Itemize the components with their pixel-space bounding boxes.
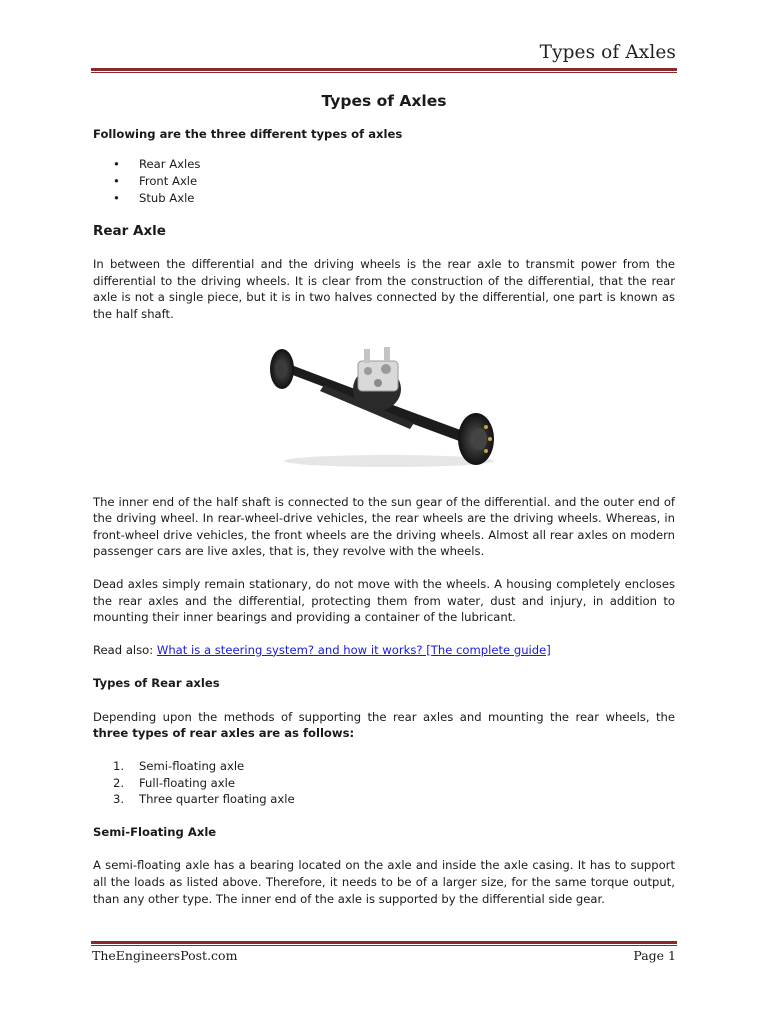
list-number: 1. <box>113 759 125 774</box>
list-number: 2. <box>113 775 125 790</box>
paragraph: The inner end of the half shaft is connected to the sun gear of the differential. and the outer end of the driving wheel. In rear-wheel-drive vehicles, the rear wheels are the driving wheels. Whereas, in front-wheel drive vehicles, the front wheels are the driving wheels. Almost all rear axles on modern passenger cars are live axles, that is, they revolve with the wheels. <box>93 494 675 559</box>
axle-types-list <box>93 156 675 206</box>
list-number: 3. <box>113 792 125 807</box>
paragraph: Dead axles simply remain stationary, do not move with the wheels. A housing completely encloses the rear axles and the differential, protecting them from water, dust and injury, in addition to mounting their inner bearings and providing a container of the lubricant. <box>93 576 675 625</box>
list-item <box>113 758 675 775</box>
document-title: Types of Axles <box>321 92 447 110</box>
paragraph-bold-text: three types of rear axles are as follows: <box>93 726 355 741</box>
paragraph-text: Depending upon the methods of supporting the rear axles and mounting the rear wheels, the <box>93 709 675 724</box>
intro-text: Following are the three different types of axles <box>93 126 403 141</box>
list-item: • Stub Axle <box>113 190 675 207</box>
list-item-label: Three quarter floating axle <box>139 792 295 807</box>
steering-system-link[interactable]: What is a steering system? and how it works? [The complete guide] <box>156 642 551 657</box>
rear-axle-image <box>264 339 504 469</box>
running-header: Types of Axles <box>539 42 676 63</box>
list-item-label: Full-floating axle <box>139 775 235 790</box>
rear-axle-types-list <box>93 758 675 808</box>
read-also <box>93 642 675 659</box>
list-item <box>113 775 675 792</box>
list-item: • Rear Axles <box>113 156 675 173</box>
footer-site: TheEngineersPost.com <box>92 948 238 963</box>
list-item <box>113 791 675 808</box>
paragraph: In between the differential and the driving wheels is the rear axle to transmit power from the differential to the driving wheels. It is clear from the construction of the differential, that the rear axle is not a single piece, but it is in two halves connected by the differential, one part is known as the half shaft. <box>93 257 675 321</box>
document-body <box>93 88 675 923</box>
list-item-label: Semi-floating axle <box>139 759 245 774</box>
paragraph <box>93 709 675 742</box>
types-rear-heading: Types of Rear axles <box>93 676 220 691</box>
read-also-label: Read also: <box>93 642 157 657</box>
footer-rule <box>91 941 677 946</box>
paragraph: A semi-floating axle has a bearing located on the axle and inside the axle casing. It has to support all the loads as listed above. Therefore, it needs to be of a larger size, for the same torque output, than any other type. The inner end of the axle is supported by the differential side gear. <box>93 858 675 906</box>
header-rule <box>91 68 677 73</box>
list-item: • Front Axle <box>113 173 675 190</box>
footer-page-number: Page 1 <box>633 948 676 963</box>
rear-axle-heading: Rear Axle <box>93 222 166 239</box>
semi-floating-heading: Semi-Floating Axle <box>93 824 217 839</box>
rear-axle-figure <box>93 339 675 479</box>
